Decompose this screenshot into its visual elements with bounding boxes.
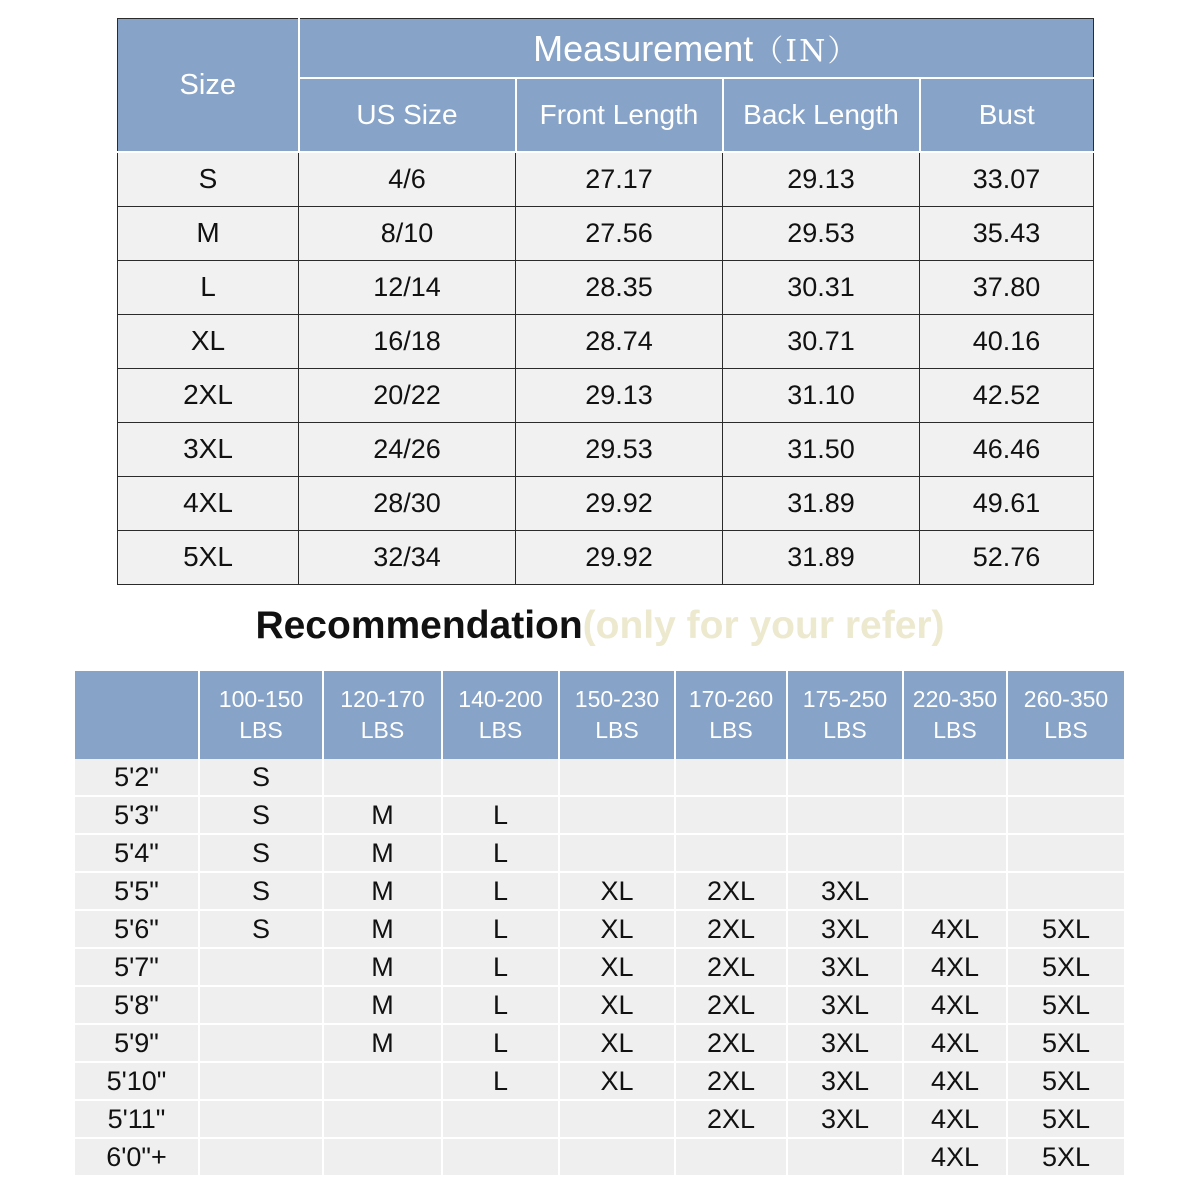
size-recommendation-cell: 4XL [903, 1100, 1007, 1138]
weight-header [1007, 671, 1124, 759]
height-cell: 5'2" [75, 759, 199, 796]
weight-unit: LBS [709, 717, 753, 743]
front-length-cell: 29.53 [516, 422, 723, 476]
table-row [118, 206, 1094, 260]
front-length-cell: 29.13 [516, 368, 723, 422]
front-length-cell: 28.74 [516, 314, 723, 368]
back-length-cell: 31.89 [723, 530, 920, 584]
back-length-cell: 29.53 [723, 206, 920, 260]
table-row [75, 872, 1124, 910]
back-length-cell: 31.50 [723, 422, 920, 476]
size-recommendation-cell: M [323, 1024, 442, 1062]
table-row [118, 152, 1094, 206]
size-recommendation-cell: 3XL [787, 910, 903, 948]
size-recommendation-cell [675, 796, 787, 834]
size-recommendation-cell: 2XL [675, 948, 787, 986]
size-cell: 2XL [118, 368, 299, 422]
size-recommendation-cell: 3XL [787, 1100, 903, 1138]
size-recommendation-cell: S [199, 834, 323, 872]
size-recommendation-cell [787, 834, 903, 872]
size-recommendation-cell: M [323, 796, 442, 834]
size-recommendation-cell: XL [559, 910, 675, 948]
size-recommendation-cell: M [323, 910, 442, 948]
measurement-unit: （IN） [753, 34, 860, 69]
size-recommendation-cell [675, 1138, 787, 1176]
size-recommendation-cell: L [442, 948, 559, 986]
column-header-front-length: Front Length [516, 78, 723, 152]
table-row [118, 260, 1094, 314]
column-header-back-length: Back Length [723, 78, 920, 152]
weight-header [559, 671, 675, 759]
recommendation-title: Recommendation [255, 604, 583, 647]
us-size-cell: 8/10 [299, 206, 516, 260]
size-recommendation-cell: 5XL [1007, 948, 1124, 986]
size-recommendation-cell: 4XL [903, 1024, 1007, 1062]
weight-range: 100-150 [218, 686, 304, 712]
size-recommendation-cell: L [442, 910, 559, 948]
weight-range: 120-170 [340, 686, 425, 712]
front-length-cell: 27.17 [516, 152, 723, 206]
column-header-bust: Bust [920, 78, 1094, 152]
height-cell: 5'5" [75, 872, 199, 910]
size-recommendation-cell: 5XL [1007, 910, 1124, 948]
size-recommendation-cell [1007, 759, 1124, 796]
size-recommendation-cell: M [323, 986, 442, 1024]
size-recommendation-cell [323, 759, 442, 796]
weight-unit: LBS [478, 717, 523, 743]
height-cell: 5'10" [75, 1062, 199, 1100]
weight-unit: LBS [1044, 717, 1088, 743]
back-length-cell: 29.13 [723, 152, 920, 206]
us-size-cell: 32/34 [299, 530, 516, 584]
weight-header [903, 671, 1007, 759]
size-recommendation-cell: XL [559, 872, 675, 910]
size-recommendation-cell [199, 1062, 323, 1100]
height-cell: 5'4" [75, 834, 199, 872]
size-recommendation-cell [199, 1100, 323, 1138]
us-size-cell: 4/6 [299, 152, 516, 206]
table-row [118, 476, 1094, 530]
size-cell: S [118, 152, 299, 206]
size-recommendation-cell: 5XL [1007, 1100, 1124, 1138]
table-row [75, 1138, 1124, 1176]
table-row [75, 834, 1124, 872]
size-recommendation-cell [559, 796, 675, 834]
height-cell: 5'7" [75, 948, 199, 986]
size-recommendation-cell: 4XL [903, 1138, 1007, 1176]
size-recommendation-cell: S [199, 759, 323, 796]
size-recommendation-cell: M [323, 834, 442, 872]
us-size-cell: 28/30 [299, 476, 516, 530]
size-recommendation-cell: 2XL [675, 872, 787, 910]
table-row [118, 422, 1094, 476]
table-row [75, 910, 1124, 948]
weight-unit: LBS [595, 717, 639, 743]
size-recommendation-cell: L [442, 1062, 559, 1100]
size-recommendation-cell [1007, 872, 1124, 910]
front-length-cell: 29.92 [516, 530, 723, 584]
height-cell: 5'8" [75, 986, 199, 1024]
weight-range: 140-200 [458, 686, 543, 712]
size-recommendation-cell [442, 759, 559, 796]
size-recommendation-cell: XL [559, 948, 675, 986]
weight-unit: LBS [823, 717, 867, 743]
size-recommendation-cell [675, 834, 787, 872]
height-cell: 5'9" [75, 1024, 199, 1062]
table-row [75, 1024, 1124, 1062]
height-cell: 5'6" [75, 910, 199, 948]
weight-header [199, 671, 323, 759]
bust-cell: 52.76 [920, 530, 1094, 584]
size-recommendation-cell [323, 1138, 442, 1176]
size-recommendation-cell: S [199, 872, 323, 910]
bust-cell: 49.61 [920, 476, 1094, 530]
recommendation-body [75, 759, 1124, 1176]
table-row [75, 1100, 1124, 1138]
weight-range: 260-350 [1023, 686, 1109, 712]
size-recommendation-cell: 4XL [903, 986, 1007, 1024]
back-length-cell: 30.71 [723, 314, 920, 368]
size-recommendation-cell [903, 872, 1007, 910]
weight-header [787, 671, 903, 759]
table-row [75, 1062, 1124, 1100]
size-recommendation-cell [559, 834, 675, 872]
size-recommendation-cell [442, 1138, 559, 1176]
table-row [118, 530, 1094, 584]
bust-cell: 40.16 [920, 314, 1094, 368]
table-row [75, 948, 1124, 986]
bust-cell: 33.07 [920, 152, 1094, 206]
size-recommendation-cell [787, 759, 903, 796]
size-recommendation-cell: 2XL [675, 910, 787, 948]
size-recommendation-cell: 3XL [787, 1024, 903, 1062]
size-recommendation-cell [559, 1138, 675, 1176]
size-recommendation-cell: 3XL [787, 872, 903, 910]
weight-header [323, 671, 442, 759]
size-recommendation-cell: M [323, 872, 442, 910]
size-recommendation-cell: M [323, 948, 442, 986]
size-recommendation-cell: 5XL [1007, 1138, 1124, 1176]
size-recommendation-cell: S [199, 796, 323, 834]
size-recommendation-cell [199, 1024, 323, 1062]
size-recommendation-cell [199, 1138, 323, 1176]
size-recommendation-cell: 3XL [787, 986, 903, 1024]
column-header-us-size: US Size [299, 78, 516, 152]
height-cell: 5'3" [75, 796, 199, 834]
size-recommendation-cell: 2XL [675, 1062, 787, 1100]
size-recommendation-cell: 5XL [1007, 1024, 1124, 1062]
weight-header [442, 671, 559, 759]
recommendation-table [75, 671, 1124, 1177]
weight-unit: LBS [360, 717, 405, 743]
size-recommendation-cell: XL [559, 1062, 675, 1100]
measurement-title-text: Measurement [533, 28, 754, 69]
size-recommendation-cell [903, 759, 1007, 796]
recommendation-heading [0, 604, 1200, 648]
size-recommendation-cell: S [199, 910, 323, 948]
size-recommendation-cell [787, 1138, 903, 1176]
measurement-title [299, 19, 1094, 79]
size-recommendation-cell: XL [559, 986, 675, 1024]
size-recommendation-cell: 3XL [787, 1062, 903, 1100]
size-cell: 3XL [118, 422, 299, 476]
bust-cell: 37.80 [920, 260, 1094, 314]
size-recommendation-cell [903, 834, 1007, 872]
front-length-cell: 27.56 [516, 206, 723, 260]
weight-range: 170-260 [688, 686, 774, 712]
size-recommendation-cell [787, 796, 903, 834]
weight-range: 175-250 [802, 686, 888, 712]
weight-range: 150-230 [574, 686, 660, 712]
bust-cell: 42.52 [920, 368, 1094, 422]
size-cell: 5XL [118, 530, 299, 584]
bust-cell: 35.43 [920, 206, 1094, 260]
size-recommendation-cell: 4XL [903, 948, 1007, 986]
size-recommendation-cell [1007, 796, 1124, 834]
table-row [118, 368, 1094, 422]
us-size-cell: 16/18 [299, 314, 516, 368]
back-length-cell: 31.89 [723, 476, 920, 530]
size-recommendation-cell [199, 986, 323, 1024]
size-recommendation-cell: 4XL [903, 1062, 1007, 1100]
size-recommendation-cell: 2XL [675, 1100, 787, 1138]
weight-unit: LBS [239, 717, 283, 743]
height-cell: 6'0"+ [75, 1138, 199, 1176]
size-cell: L [118, 260, 299, 314]
back-length-cell: 31.10 [723, 368, 920, 422]
us-size-cell: 20/22 [299, 368, 516, 422]
corner-header [75, 671, 199, 759]
height-cell: 5'11" [75, 1100, 199, 1138]
measurement-table [117, 18, 1094, 585]
size-recommendation-cell [559, 1100, 675, 1138]
size-cell: M [118, 206, 299, 260]
size-recommendation-cell: 5XL [1007, 1062, 1124, 1100]
size-recommendation-cell: L [442, 834, 559, 872]
table-row [118, 314, 1094, 368]
bust-cell: 46.46 [920, 422, 1094, 476]
size-recommendation-cell: 2XL [675, 1024, 787, 1062]
size-recommendation-cell: L [442, 872, 559, 910]
us-size-cell: 24/26 [299, 422, 516, 476]
weight-range: 220-350 [912, 686, 998, 712]
table-row [75, 796, 1124, 834]
weight-unit: LBS [933, 717, 977, 743]
weight-header [675, 671, 787, 759]
size-recommendation-cell [1007, 834, 1124, 872]
size-recommendation-cell: 2XL [675, 986, 787, 1024]
size-header: Size [118, 19, 299, 153]
size-recommendation-cell [442, 1100, 559, 1138]
size-recommendation-cell [323, 1100, 442, 1138]
size-recommendation-cell [903, 796, 1007, 834]
table-row [75, 986, 1124, 1024]
size-recommendation-cell: L [442, 986, 559, 1024]
size-recommendation-cell [199, 948, 323, 986]
size-recommendation-cell: L [442, 796, 559, 834]
size-recommendation-cell: 5XL [1007, 986, 1124, 1024]
front-length-cell: 29.92 [516, 476, 723, 530]
size-recommendation-cell [675, 759, 787, 796]
front-length-cell: 28.35 [516, 260, 723, 314]
table-row [75, 759, 1124, 796]
size-cell: 4XL [118, 476, 299, 530]
size-recommendation-cell: L [442, 1024, 559, 1062]
size-cell: XL [118, 314, 299, 368]
back-length-cell: 30.31 [723, 260, 920, 314]
size-recommendation-cell: 3XL [787, 948, 903, 986]
size-recommendation-cell [323, 1062, 442, 1100]
size-recommendation-cell: XL [559, 1024, 675, 1062]
size-recommendation-cell: 4XL [903, 910, 1007, 948]
us-size-cell: 12/14 [299, 260, 516, 314]
recommendation-note: (only for your refer) [582, 604, 945, 647]
size-recommendation-cell [559, 759, 675, 796]
